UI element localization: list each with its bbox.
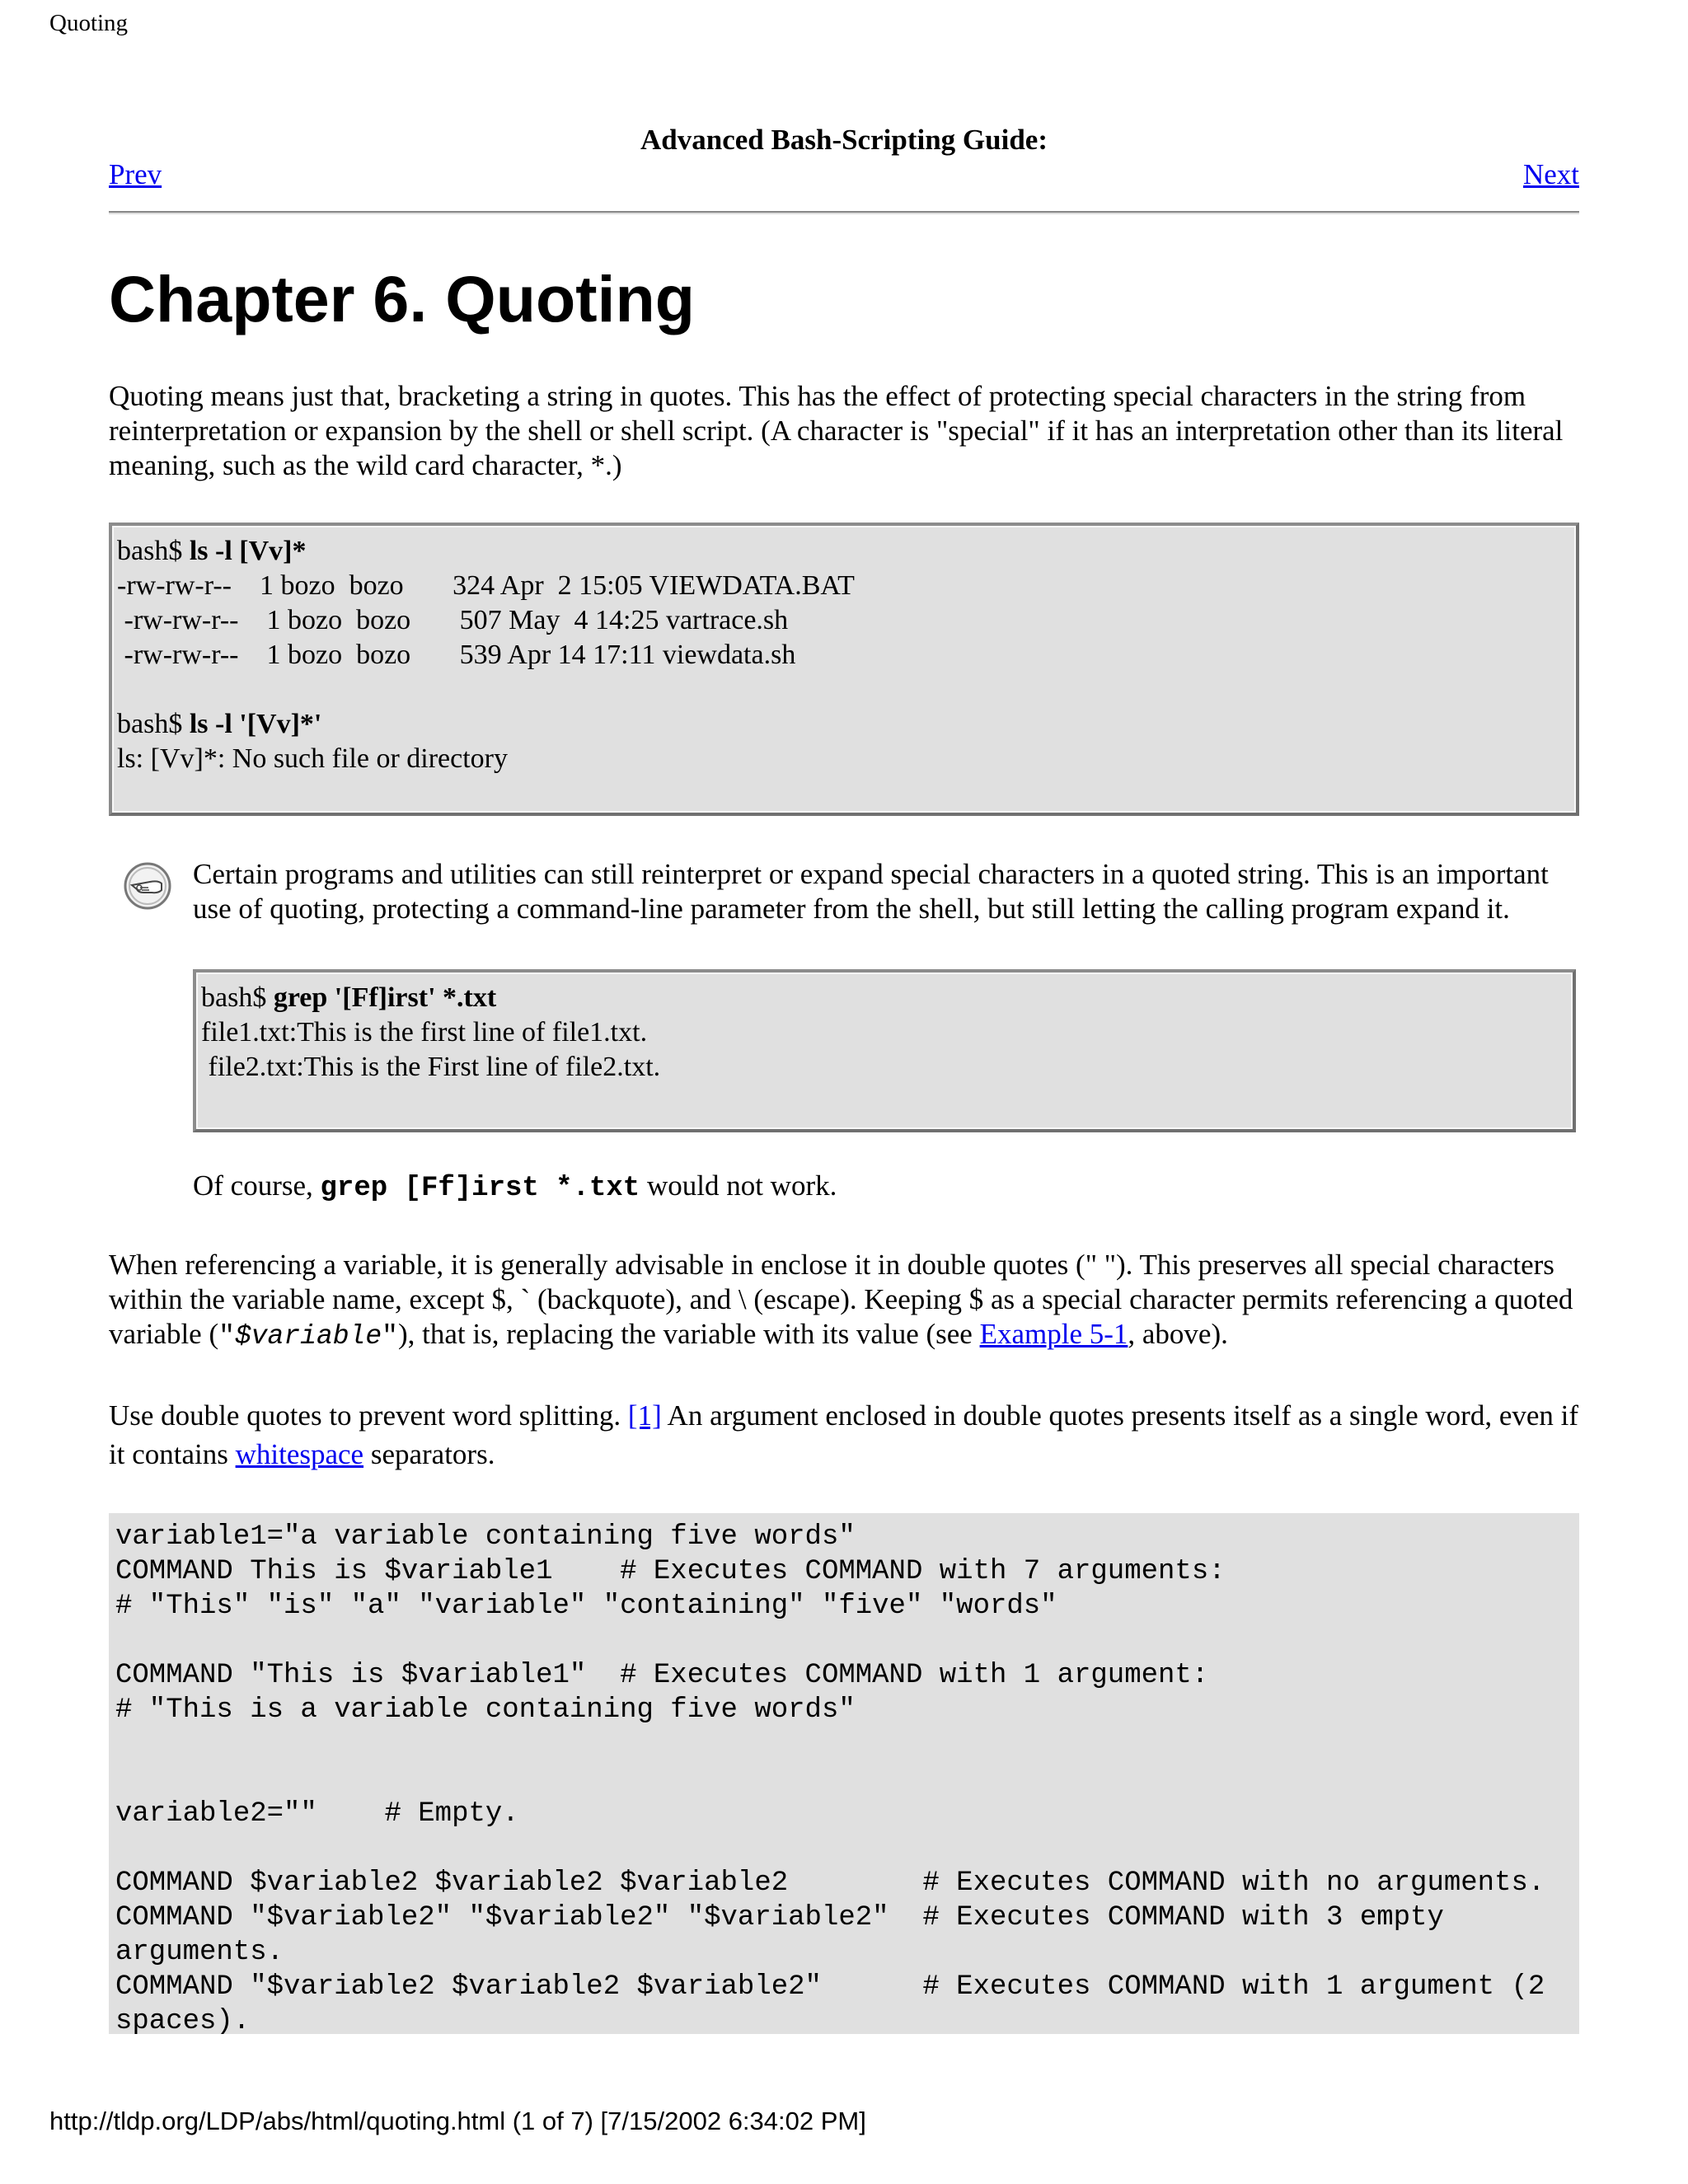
chapter-title: Chapter 6. Quoting (109, 262, 695, 335)
of-course-line: Of course, grep [Ff]irst *.txt would not work. (193, 1169, 837, 1204)
screen-prompt: bash$ (117, 709, 190, 739)
screen-output: file1.txt:This is the first line of file1.txt. file2.txt:This is the First line of file2.txt. (201, 1017, 661, 1082)
page-header-label: Quoting (49, 10, 129, 36)
footer-url: http://tldp.org/LDP/abs/html/quoting.html (1 of 7) [7/15/2002 6:34:02 PM] (49, 2107, 866, 2135)
next-link[interactable]: Next (1522, 158, 1579, 190)
screen-example-grep (193, 969, 1576, 1132)
screen-output: -rw-rw-r-- 1 bozo bozo 324 Apr 2 15:05 VIEWDATA.BAT -rw-rw-r-- 1 bozo bozo 507 May 4 14:25 vartrace.sh -rw-rw-r-- 1 bozo bozo 539 Apr 14 17:11 viewdata.sh (117, 570, 855, 670)
program-listing: variable1="a variable containing five words" COMMAND This is $variable1 # Executes COMMAND with 7 arguments: # "This" "is" "a" "variable" "containing" "five" "words" COMMAND "This is $variable1" # Executes COMMAND with 1 argument: # "This is a variable containing five words" variable2="" # Empty. COMMAND $variable2 $variable2 $variable2 # Executes COMMAND with no arguments. COMMAND "$variable2" "$variable2" "$variable2" # Executes COMMAND with 3 empty arguments. COMMAND "$variable2 $variable2 $variable2" # Executes COMMAND with 1 argument (2 spaces). (109, 1513, 1579, 2034)
screen-command: ls -l [Vv]* (189, 536, 307, 566)
screen-prompt: bash$ (201, 982, 274, 1013)
variable-paragraph: When referencing a variable, it is generally advisable in enclose it in double quotes (" "). This preserves all special characters within the variable name, except $, ` (backquote), and \ (escape). Keeping $ as a special character permits referencing a quoted variable ("$variable"), that is, replacing the variable with its value (see Example 5-1, above). (109, 1249, 1573, 1352)
inline-variable-code: "$variable" (218, 1321, 398, 1352)
word-splitting-paragraph: Use double quotes to prevent word splitting. [1] An argument enclosed in double quotes presents itself as a single word, even if it contains whitespace separators. (109, 1399, 1579, 1470)
header-divider (109, 211, 1579, 214)
screen-prompt: bash$ (117, 536, 190, 566)
screen-example-ls (109, 523, 1579, 816)
screen-command: grep '[Ff]irst' *.txt (273, 982, 497, 1013)
footnote-1-link[interactable]: [1] (627, 1399, 662, 1432)
guide-title: Advanced Bash-Scripting Guide: (640, 124, 1048, 156)
screen-output: ls: [Vv]*: No such file or directory (117, 743, 508, 774)
prev-link[interactable]: Prev (109, 158, 162, 190)
screen-command: ls -l '[Vv]*' (189, 709, 322, 739)
inline-command: grep [Ff]irst *.txt (320, 1173, 640, 1204)
note-text: Certain programs and utilities can still reinterpret or expand special characters in a quoted string. This is an important use of quoting, protecting a command-line parameter from the shell, but still letting the calling program expand it. (193, 858, 1549, 925)
example-5-1-link[interactable]: Example 5-1 (979, 1318, 1128, 1350)
intro-paragraph: Quoting means just that, bracketing a string in quotes. This has the effect of protecting special characters in the string from reinterpretation or expansion by the shell or shell script. (A character is "special" if it has an interpretation other than its literal meaning, such as the wild card character, *.) (109, 380, 1564, 481)
pointing-hand-icon (122, 860, 173, 912)
whitespace-link[interactable]: whitespace (235, 1438, 364, 1470)
